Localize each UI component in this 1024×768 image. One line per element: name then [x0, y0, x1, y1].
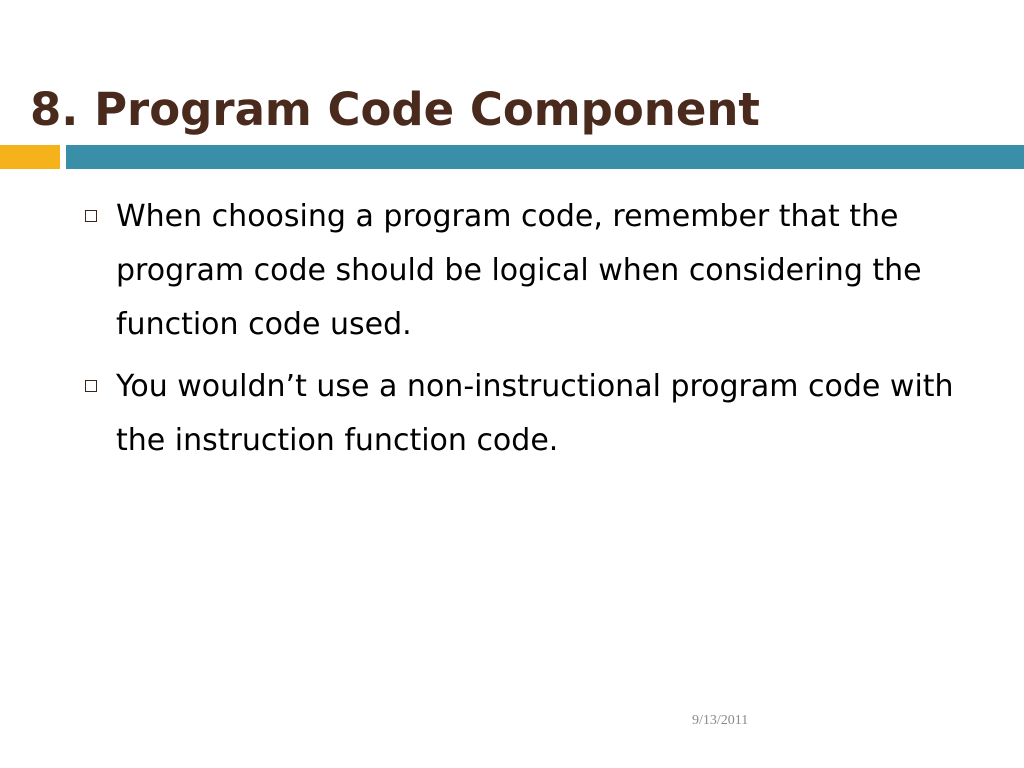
hollow-square-bullet-icon [85, 380, 97, 392]
slide-title: 8. Program Code Component [30, 83, 760, 136]
hollow-square-bullet-icon [85, 210, 97, 222]
slide-date: 9/13/2011 [692, 713, 749, 728]
accent-bar-orange [0, 145, 60, 169]
bullet-text: When choosing a program code, remember that the program code should be logical when considering the function code used. [116, 199, 922, 342]
bullet-text: You wouldn’t use a non-instructional program code with the instruction function code. [116, 369, 954, 458]
bullet-item [80, 360, 980, 468]
bullet-item [80, 190, 980, 352]
accent-bar-teal [66, 145, 1024, 169]
bullet-list [80, 190, 980, 476]
